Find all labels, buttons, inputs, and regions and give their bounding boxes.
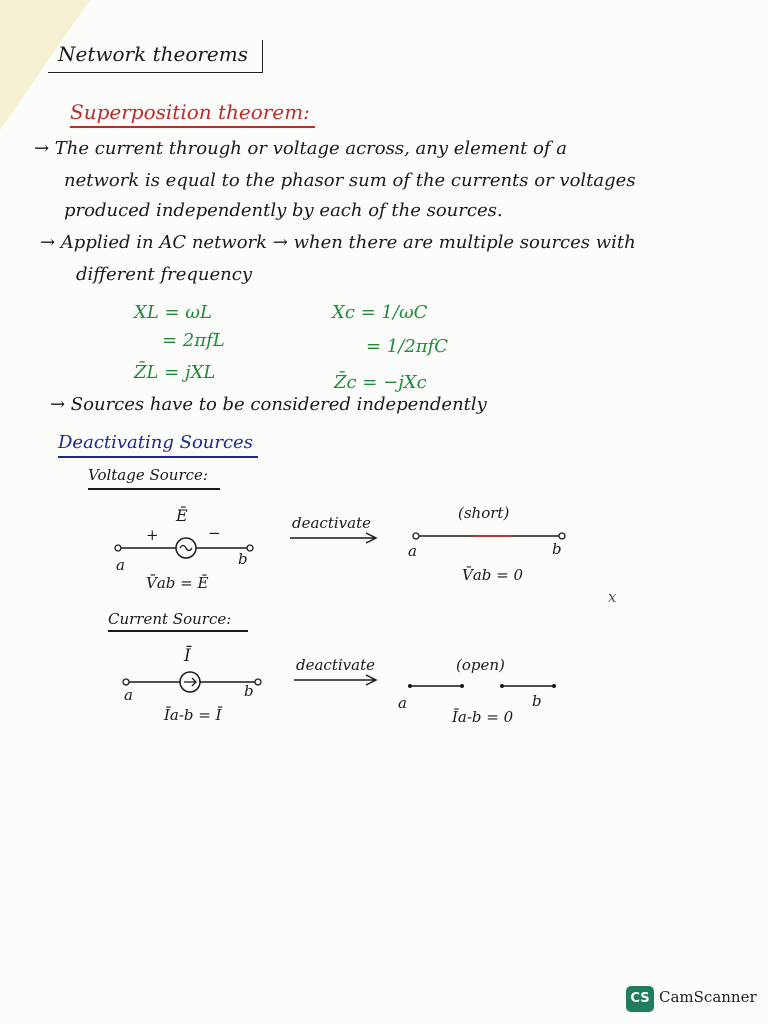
text-line-3: produced independently by each of the sources.	[64, 200, 503, 221]
current-result-label: (open)	[456, 656, 505, 674]
voltage-deactivate-label: deactivate	[292, 514, 371, 532]
voltage-node-b: b	[238, 550, 248, 568]
voltage-source-underline	[88, 488, 220, 490]
voltage-minus: −	[208, 524, 221, 542]
voltage-deactivate-arrow-icon	[290, 532, 380, 544]
deactivating-heading: Deactivating Sources	[58, 432, 253, 453]
short-node-a: a	[408, 542, 417, 560]
formula-xc-expanded: = 1/2πfC	[366, 336, 449, 357]
current-equation: Īa-b = Ī	[164, 706, 222, 724]
open-result-equation: Īa-b = 0	[452, 708, 514, 726]
short-node-b: b	[552, 540, 562, 558]
camscanner-logo: CS	[626, 986, 654, 1012]
page-title: Network theorems	[58, 42, 248, 66]
text-line-1: → The current through or voltage across, any element of a	[34, 138, 568, 159]
formula-zc: Z̄c = −jXc	[334, 372, 427, 393]
current-source-label: Current Source:	[108, 610, 232, 628]
formula-zl: Z̄L = jXL	[134, 362, 216, 383]
short-circuit-wire	[410, 526, 570, 546]
current-deactivate-label: deactivate	[296, 656, 375, 674]
short-result-equation: V̄ab = 0	[462, 566, 524, 584]
current-source-symbol: Ī	[184, 646, 191, 666]
current-node-b: b	[244, 682, 254, 700]
text-line-4: → Applied in AC network → when there are multiple sources with	[40, 232, 636, 253]
open-node-a: a	[398, 694, 407, 712]
voltage-equation: V̄ab = Ē	[146, 574, 209, 592]
voltage-source-label: Voltage Source:	[88, 466, 208, 484]
text-line-5: different frequency	[76, 264, 253, 285]
voltage-node-a: a	[116, 556, 125, 574]
superposition-heading: Superposition theorem:	[70, 100, 310, 124]
stray-mark: x	[608, 588, 617, 606]
formula-xc: Xc = 1/ωC	[332, 302, 428, 323]
formula-xl-expanded: = 2πfL	[162, 330, 225, 351]
deactivating-underline	[58, 456, 258, 458]
current-source-underline	[108, 630, 248, 632]
current-deactivate-arrow-icon	[294, 674, 384, 686]
open-node-b: b	[532, 692, 542, 710]
voltage-source-symbol: Ē	[176, 506, 188, 525]
sources-note: → Sources have to be considered independently	[50, 394, 487, 415]
voltage-plus: +	[146, 526, 159, 544]
current-node-a: a	[124, 686, 133, 704]
camscanner-name: CamScanner	[659, 988, 757, 1006]
voltage-result-label: (short)	[458, 504, 510, 522]
formula-xl: XL = ωL	[134, 302, 212, 323]
text-line-2: network is equal to the phasor sum of the currents or voltages	[64, 170, 636, 191]
superposition-underline	[70, 126, 315, 128]
